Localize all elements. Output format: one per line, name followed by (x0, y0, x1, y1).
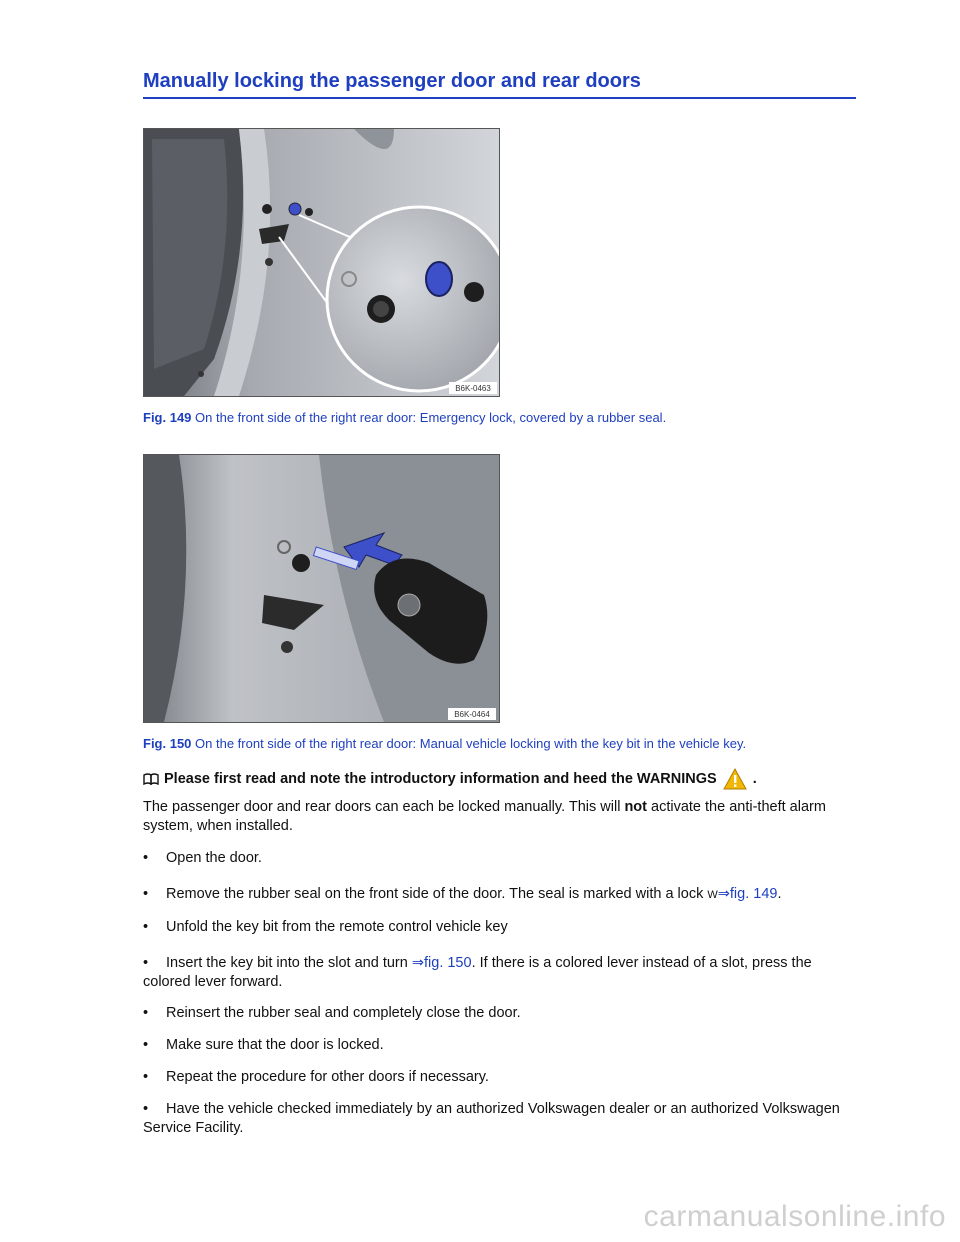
step-item (143, 1068, 843, 1087)
arrow-icon: ⇒ (411, 955, 424, 971)
bullet: • (143, 955, 149, 971)
bullet: • (143, 1005, 149, 1021)
step-text: Insert the key bit into the slot and turn (166, 955, 412, 971)
notice-end: . (752, 771, 757, 787)
intro-bold-not: not (624, 799, 647, 815)
bullet: • (143, 850, 149, 866)
figure-149-image (143, 128, 500, 397)
step-text: Repeat the procedure for other doors if necessary. (166, 1069, 489, 1085)
lock-symbol: W (707, 889, 718, 901)
figure-149-number: Fig. 149 (143, 410, 192, 425)
bullet: • (143, 919, 149, 935)
bullet: • (143, 1037, 149, 1053)
step-text: Unfold the key bit from the remote control vehicle key (166, 919, 508, 935)
step-item (143, 918, 843, 937)
warning-triangle-icon[interactable] (723, 768, 747, 790)
figure-150-code: B6K-0464 (454, 710, 490, 719)
step-item (143, 849, 843, 868)
step-text: Open the door. (166, 850, 262, 866)
step-item (143, 1100, 843, 1138)
notice-text: Please first read and note the introductory information and heed the WARNINGS (164, 771, 717, 787)
figure-150-caption (143, 736, 746, 751)
bullet: • (143, 1101, 149, 1117)
intro-text-after: activate the anti-theft alarm system, when installed. (143, 799, 826, 834)
figure-149-caption-text: On the front side of the right rear door: Emergency lock, covered by a rubber seal. (195, 410, 667, 425)
figure-150-number: Fig. 150 (143, 736, 192, 751)
figure-149-caption (143, 410, 666, 425)
fig-150-link[interactable] (412, 955, 472, 971)
page-title: Manually locking the passenger door and rear doors (143, 70, 856, 99)
figure-149-code: B6K-0463 (455, 384, 491, 393)
bullet: • (143, 886, 149, 902)
step-item (143, 885, 843, 905)
intro-paragraph (143, 798, 843, 836)
step-text-after: . If there is a colored lever instead of a slot, press the colored lever forward. (143, 955, 812, 990)
step-item (143, 954, 843, 992)
step-text: Remove the rubber seal on the front side of the door. The seal is marked with a lock (166, 886, 708, 902)
step-text: Have the vehicle checked immediately by an authorized Volkswagen dealer or an authorized Volkswagen Service Facility. (143, 1101, 840, 1136)
figure-150-caption-text: On the front side of the right rear door: Manual vehicle locking with the key bit in the vehicle key. (195, 736, 747, 751)
intro-notice (143, 768, 757, 790)
fig-150-link-text: fig. 150 (424, 955, 472, 971)
step-end: . (777, 886, 782, 902)
step-text: Reinsert the rubber seal and completely close the door. (166, 1005, 521, 1021)
step-text: Make sure that the door is locked. (166, 1037, 384, 1053)
fig-149-link-text: fig. 149 (729, 886, 778, 902)
book-icon (143, 773, 159, 785)
step-item (143, 1036, 843, 1055)
bullet: • (143, 1069, 149, 1085)
fig-149-link[interactable] (718, 886, 778, 902)
step-item (143, 1004, 843, 1023)
intro-text-before: The passenger door and rear doors can each be locked manually. This will (143, 799, 625, 815)
watermark: carmanualsonline.info (643, 1200, 946, 1233)
arrow-icon: ⇒ (717, 886, 730, 902)
figure-150-image (143, 454, 500, 723)
